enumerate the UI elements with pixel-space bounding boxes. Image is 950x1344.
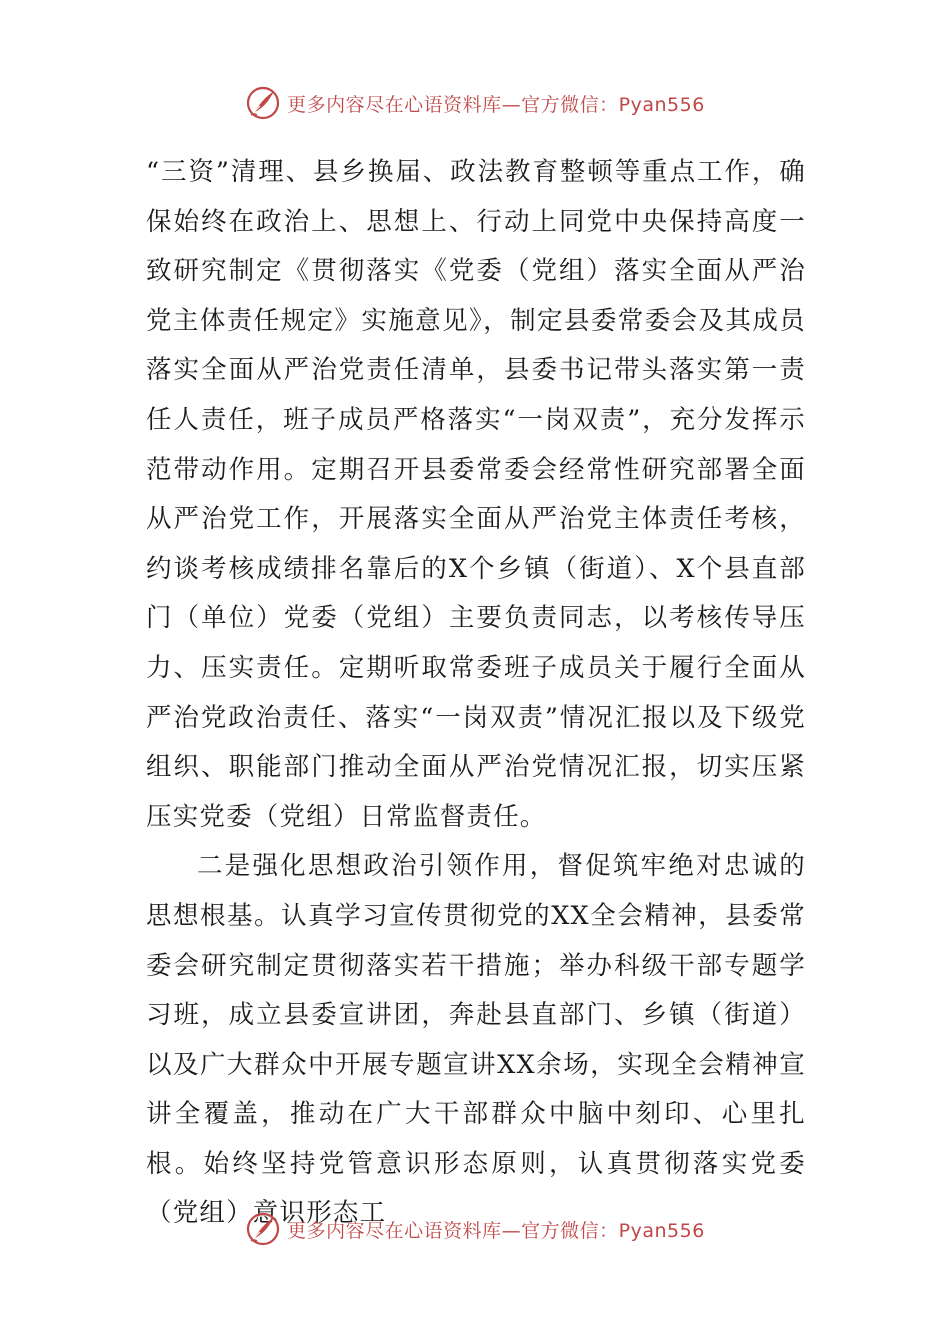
watermark-text: 更多内容尽在心语资料库—官方微信：Pyan556: [287, 93, 705, 116]
paragraph-continued: “三资”清理、县乡换届、政法教育整顿等重点工作，确保始终在政治上、思想上、行动上同党中央保持高度一致研究制定《贯彻落实《党委（党组）落实全面从严治党主体责任规定》实施意见》，制定县委常委会及其成员落实全面从严治党责任清单，县委书记带头落实第一责任人责任，班子成员严格落实“一岗双责”，充分发挥示范带动作用。定期召开县委常委会经常性研究部署全面从严治党工作，开展落实全面从严治党主体责任考核，约谈考核成绩排名靠后的X个乡镇（街道）、X个县直部门（单位）党委（党组）主要负责同志，以考核传导压力、压实责任。定期听取常委班子成员关于履行全面从严治党政治责任、落实“一岗双责”情况汇报以及下级党组织、职能部门推动全面从严治党情况汇报，切实压紧压实党委（党组）日常监督责任。: [146, 157, 806, 832]
header-watermark: [0, 83, 950, 123]
quill-logo-icon: [245, 1211, 281, 1247]
watermark-text: 更多内容尽在心语资料库—官方微信：Pyan556: [287, 1219, 705, 1242]
paragraph-item-two: 二是强化思想政治引领作用，督促筑牢绝对忠诚的思想根基。认真学习宣传贯彻党的XX全会精神，县委常委会研究制定贯彻落实若干措施；举办科级干部专题学习班，成立县委宣讲团，奔赴县直部门、乡镇（街道）以及广大群众中开展专题宣讲XX余场，实现全会精神宣讲全覆盖，推动在广大干部群众中脑中刻印、心里扎根。始终坚持党管意识形态原则，认真贯彻落实党委（党组）意识形态工: [146, 851, 806, 1229]
document-body: [146, 148, 806, 1239]
footer-watermark: [0, 1209, 950, 1249]
quill-logo-icon: [245, 85, 281, 121]
